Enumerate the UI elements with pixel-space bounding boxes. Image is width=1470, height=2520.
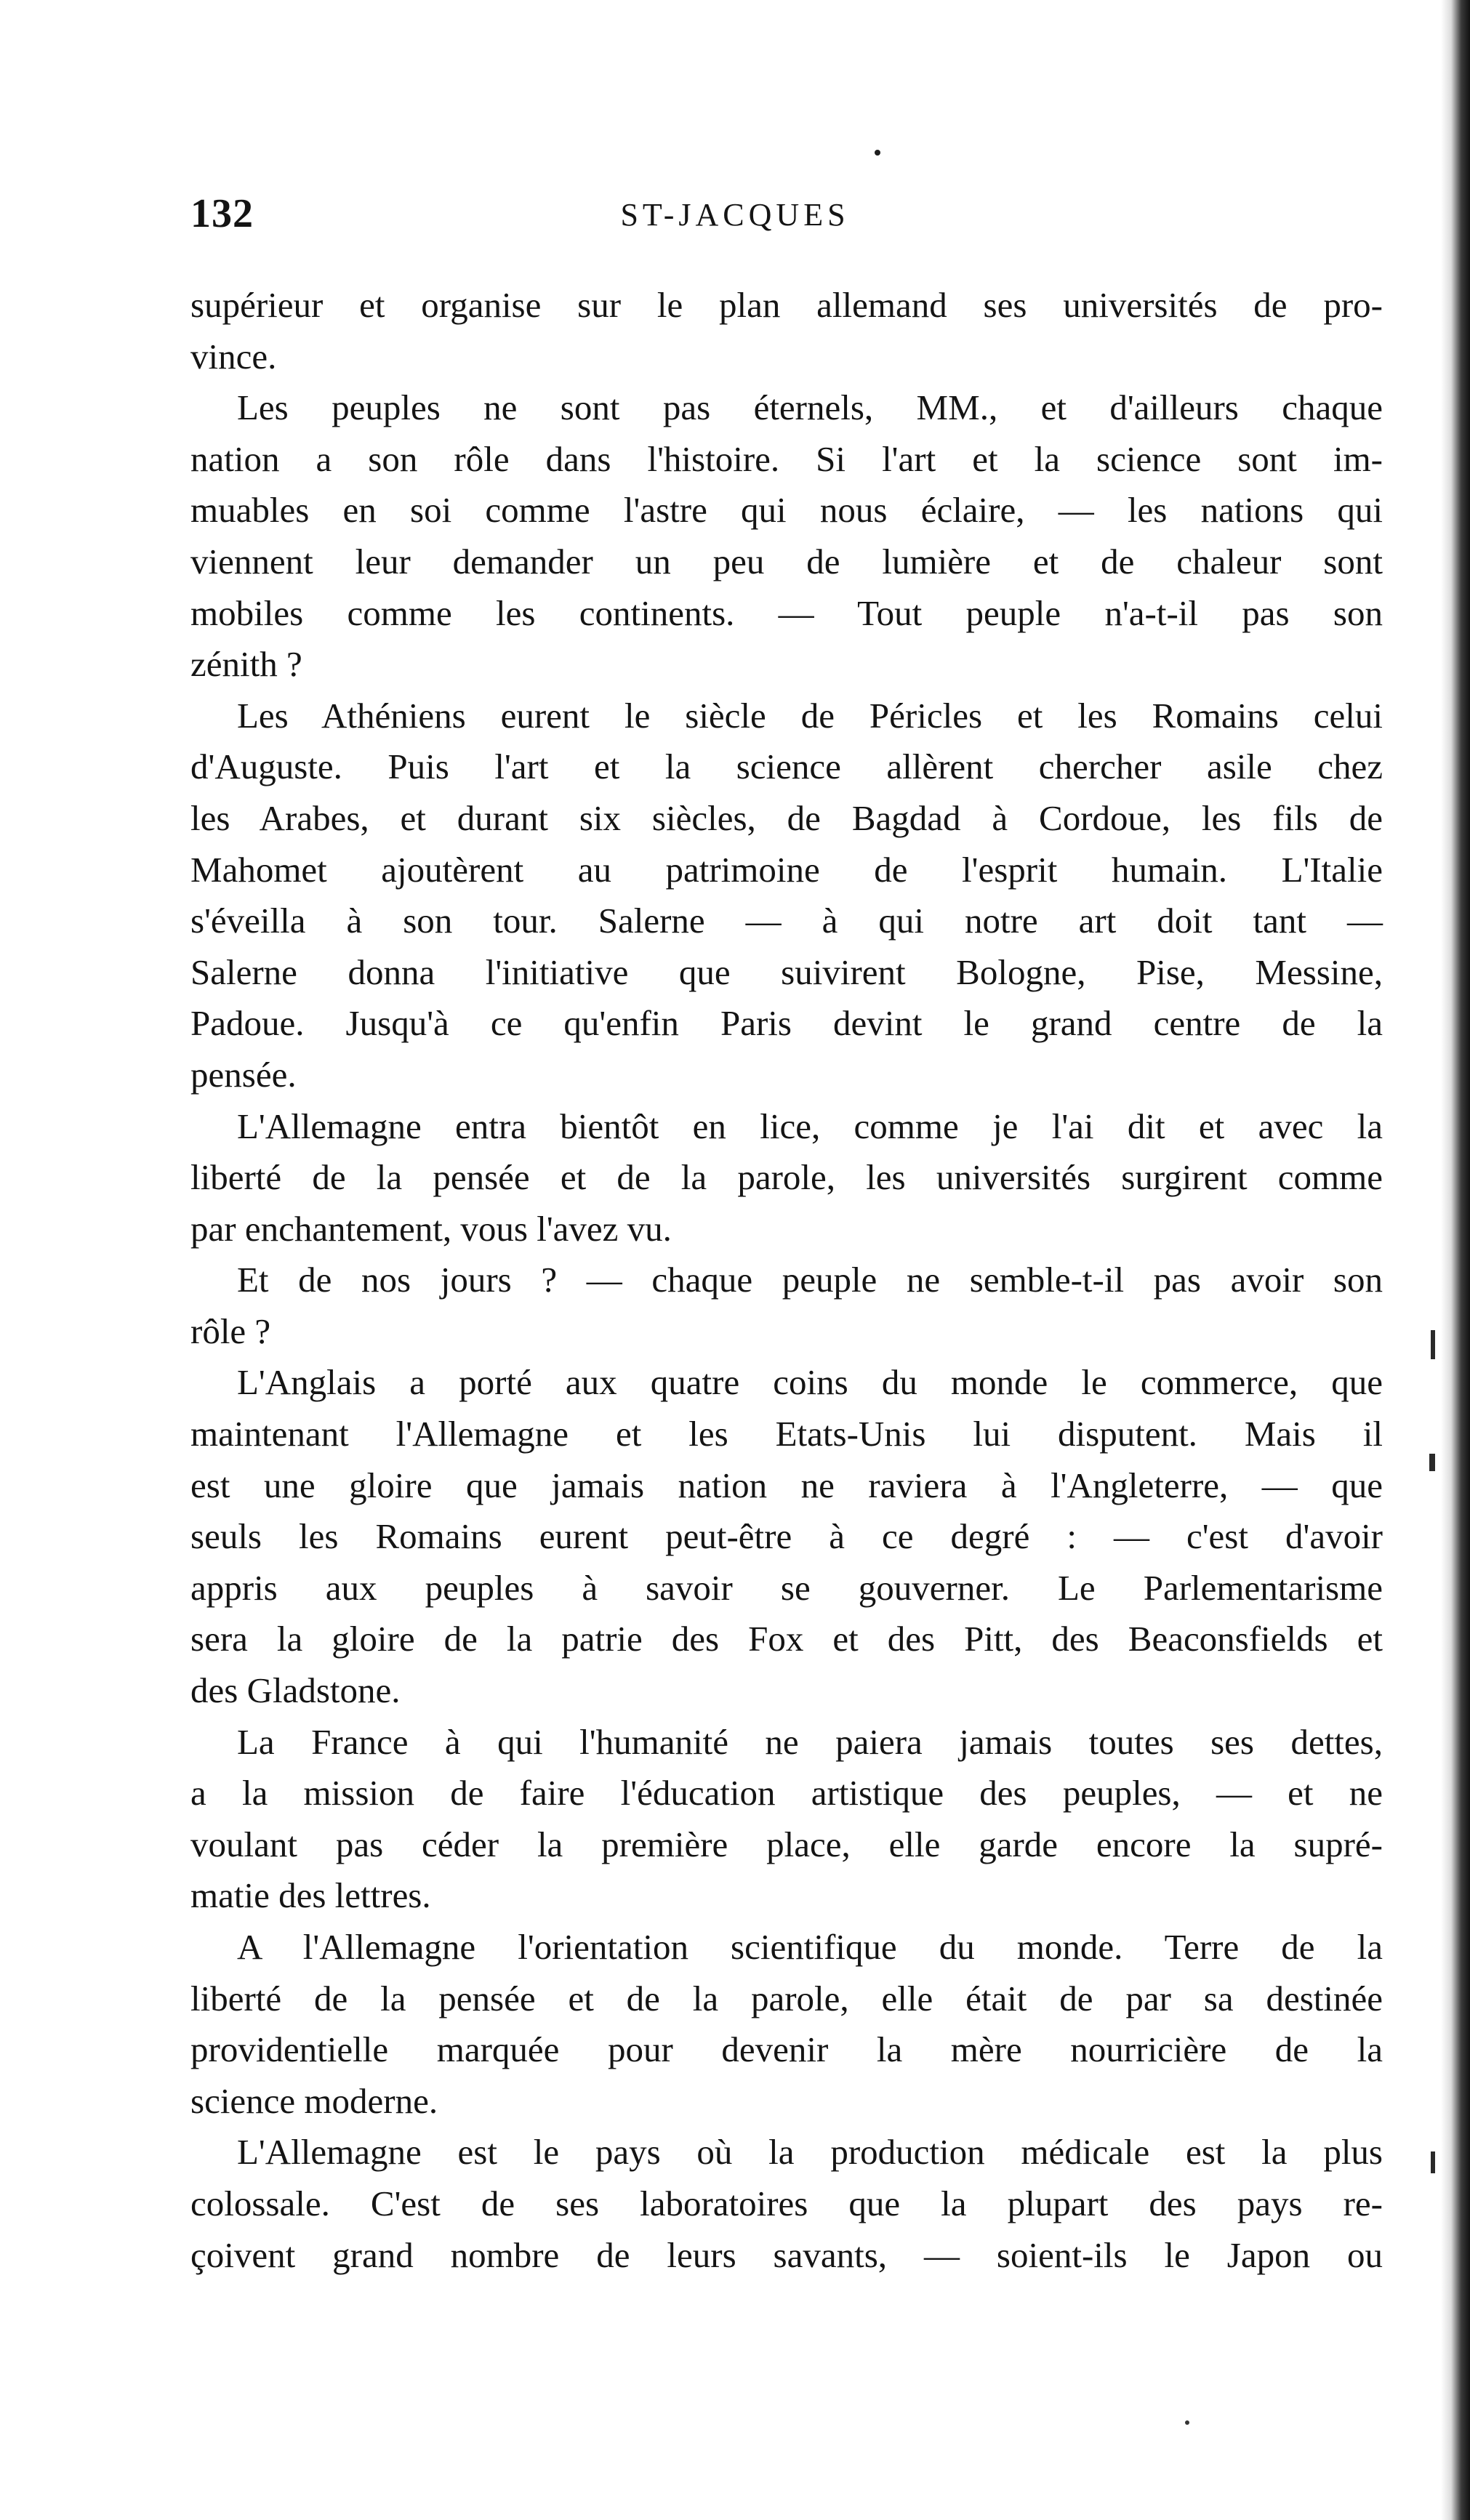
text-line: nation a son rôle dans l'histoire. Si l'art et la science sont im-	[190, 438, 1383, 479]
text-line: science moderne.	[190, 2080, 438, 2121]
text-line: supérieur et organise sur le plan allemand ses universités de pro-	[190, 285, 1383, 325]
text-line: colossale. C'est de ses laboratoires que la plupart des pays re-	[190, 2183, 1383, 2223]
text-line: liberté de la pensée et de la parole, les universités surgirent comme	[190, 1157, 1383, 1198]
text-line: mobiles comme les continents. — Tout peuple n'a-t-il pas son	[190, 592, 1383, 633]
text-line: rôle ?	[190, 1311, 271, 1351]
page-edge-mark	[1431, 2151, 1435, 2173]
ink-speck	[1185, 2420, 1189, 2425]
body-text	[190, 280, 1383, 2281]
text-line: La France à qui l'humanité ne paiera jamais toutes ses dettes,	[237, 1721, 1383, 1762]
text-line: a la mission de faire l'éducation artistique des peuples, — et ne	[190, 1773, 1383, 1813]
text-line: seuls les Romains eurent peut-être à ce degré : — c'est d'avoir	[190, 1516, 1383, 1557]
page-number: 132	[190, 191, 254, 236]
text-line: d'Auguste. Puis l'art et la science allèrent chercher asile chez	[190, 746, 1383, 787]
text-line: matie des lettres.	[190, 1875, 431, 1916]
text-line: providentielle marquée pour devenir la mère nourricière de la	[190, 2029, 1383, 2070]
text-line: liberté de la pensée et de la parole, elle était de par sa destinée	[190, 1978, 1383, 2018]
text-line: Les Athéniens eurent le siècle de Péricles et les Romains celui	[237, 695, 1383, 736]
running-head: ST-JACQUES	[620, 197, 850, 233]
text-line: A l'Allemagne l'orientation scientifique du monde. Terre de la	[237, 1927, 1383, 1967]
text-line: pensée.	[190, 1054, 297, 1095]
text-line: par enchantement, vous l'avez vu.	[190, 1208, 672, 1249]
text-line: appris aux peuples à savoir se gouverner. Le Parlementarisme	[190, 1567, 1383, 1608]
page-edge-mark	[1429, 1454, 1435, 1471]
text-line: maintenant l'Allemagne et les Etats-Unis lui disputent. Mais il	[190, 1414, 1383, 1454]
page-edge-mark	[1431, 1330, 1435, 1359]
text-line: çoivent grand nombre de leurs savants, — soient-ils le Japon ou	[190, 2234, 1383, 2275]
text-line: vince.	[190, 336, 277, 377]
text-line: voulant pas céder la première place, elle garde encore la supré-	[190, 1824, 1383, 1864]
text-line: Mahomet ajoutèrent au patrimoine de l'esprit humain. L'Italie	[190, 849, 1383, 890]
text-line: zénith ?	[190, 644, 302, 685]
text-line: Salerne donna l'initiative que suivirent Bologne, Pise, Messine,	[190, 951, 1383, 992]
text-line: les Arabes, et durant six siècles, de Bagdad à Cordoue, les fils de	[190, 797, 1383, 838]
text-line: L'Allemagne est le pays où la production médicale est la plus	[237, 2132, 1383, 2173]
text-line: est une gloire que jamais nation ne raviera à l'Angleterre, — que	[190, 1465, 1383, 1505]
text-line: sera la gloire de la patrie des Fox et des Pitt, des Beaconsfields et	[190, 1619, 1383, 1659]
text-line: s'éveilla à son tour. Salerne — à qui notre art doit tant —	[190, 901, 1383, 941]
text-line: Padoue. Jusqu'à ce qu'enfin Paris devint le grand centre de la	[190, 1003, 1383, 1044]
text-line: Les peuples ne sont pas éternels, MM., et d'ailleurs chaque	[237, 387, 1383, 428]
text-line: viennent leur demander un peu de lumière et de chaleur sont	[190, 541, 1383, 581]
text-line: muables en soi comme l'astre qui nous éclaire, — les nations qui	[190, 490, 1383, 531]
text-line: L'Anglais a porté aux quatre coins du monde le commerce, que	[237, 1362, 1383, 1403]
text-line: des Gladstone.	[190, 1670, 401, 1711]
ink-speck	[875, 150, 880, 156]
page-edge-shadow	[1441, 0, 1470, 2520]
text-line: L'Allemagne entra bientôt en lice, comme je l'ai dit et avec la	[237, 1106, 1383, 1146]
text-line: Et de nos jours ? — chaque peuple ne semble-t-il pas avoir son	[237, 1260, 1383, 1300]
